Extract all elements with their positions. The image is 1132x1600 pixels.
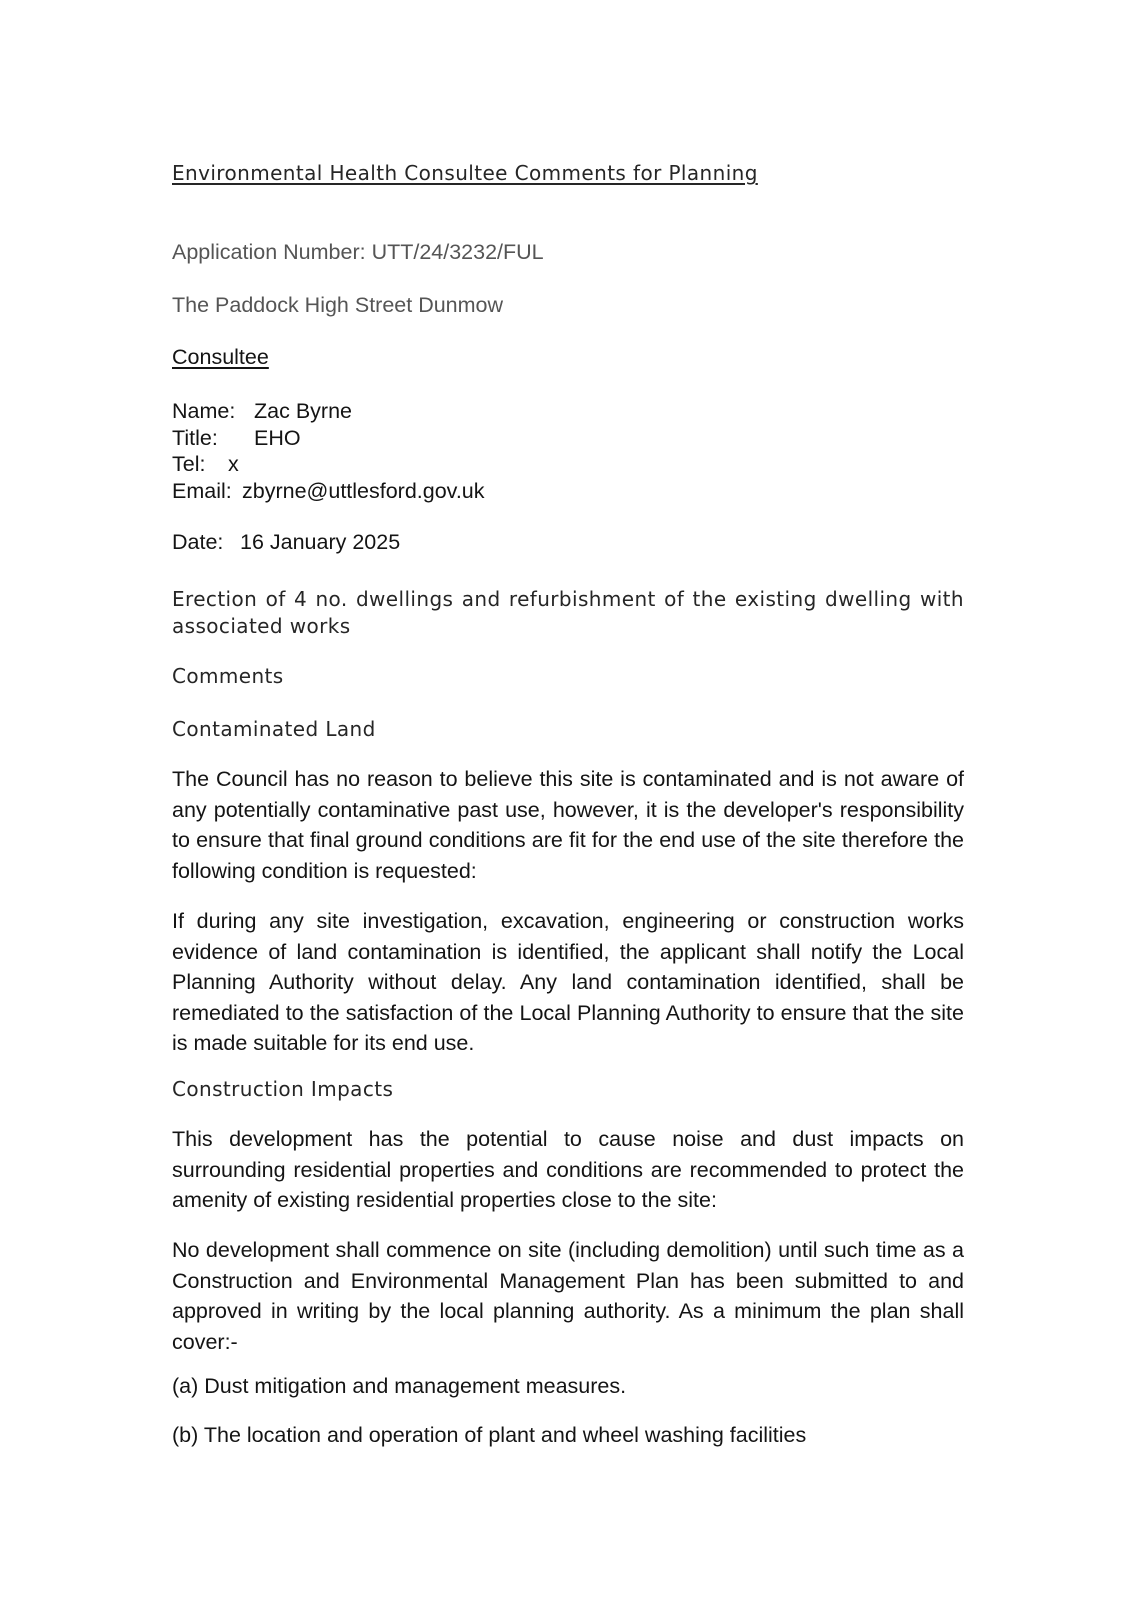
consultee-heading: Consultee [172, 345, 269, 369]
consultee-details [172, 398, 485, 504]
email-value: zbyrne@uttlesford.gov.uk [242, 478, 485, 503]
construction-impacts-paragraph-1: This development has the potential to cause noise and dust impacts on surrounding residential properties and conditions are recommended to protect the amenity of existing residential properties close to the site: [172, 1127, 964, 1212]
name-value: Zac Byrne [254, 399, 352, 423]
email-row [172, 478, 485, 505]
document-heading: Environmental Health Consultee Comments for Planning [172, 161, 758, 185]
tel-label: Tel: [172, 452, 206, 476]
proposal-description: Erection of 4 no. dwellings and refurbishment of the existing dwelling with associated works [172, 587, 964, 638]
title-value: EHO [254, 425, 301, 450]
plan-item-b: (b) The location and operation of plant and wheel washing facilities [172, 1423, 807, 1447]
plan-item-a: (a) Dust mitigation and management measures. [172, 1374, 627, 1398]
name-label: Name: [172, 399, 236, 423]
title-row [172, 425, 485, 452]
contaminated-land-paragraph-1: The Council has no reason to believe this site is contaminated and is not aware of any potentially contaminative past use, however, it is the developer's responsibility to ensure that final ground conditions are fit for the end use of the site therefore the following condition is requested: [172, 767, 964, 883]
contaminated-land-heading: Contaminated Land [172, 717, 376, 741]
application-number: Application Number: UTT/24/3232/FUL [172, 240, 544, 264]
tel-row [172, 451, 485, 478]
site-address: The Paddock High Street Dunmow [172, 293, 504, 317]
comments-heading: Comments [172, 664, 284, 688]
name-row [172, 398, 485, 425]
construction-impacts-paragraph-2: No development shall commence on site (including demolition) until such time as a Construction and Environmental Management Plan has been submitted to and approved in writing by the local planning authority. As a minimum the plan shall cover:- [172, 1238, 964, 1354]
date-value: 16 January 2025 [240, 530, 401, 554]
contaminated-land-paragraph-2: If during any site investigation, excavation, engineering or construction works evidence of land contamination is identified, the applicant shall notify the Local Planning Authority without delay. Any land contamination identified, shall be remediated to the satisfaction of the Local Planning Authority to ensure that the site is made suitable for its end use. [172, 909, 964, 1055]
date-row [172, 530, 400, 555]
title-label: Title: [172, 425, 218, 450]
date-label: Date: [172, 530, 224, 554]
email-label: Email: [172, 478, 232, 503]
tel-value: x [228, 452, 239, 476]
construction-impacts-heading: Construction Impacts [172, 1077, 394, 1101]
